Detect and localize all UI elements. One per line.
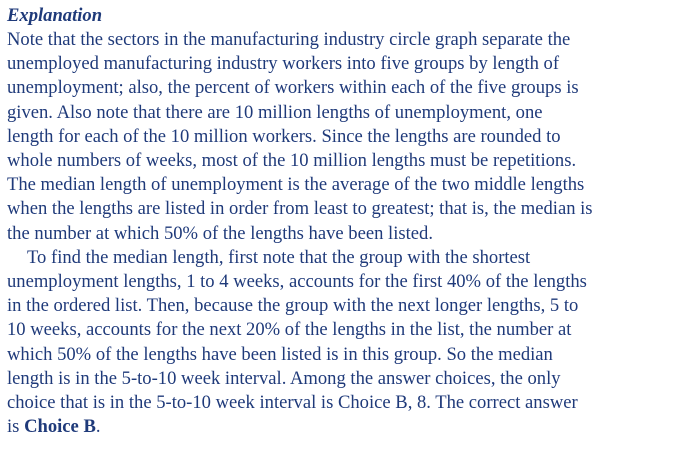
paragraph-1-line: whole numbers of weeks, most of the 10 million lengths must be repetitions.	[7, 150, 577, 172]
paragraph-1-line: unemployed manufacturing industry workers into five groups by length of	[7, 53, 560, 75]
paragraph-2-line: which 50% of the lengths have been listed is in this group. So the median	[7, 343, 553, 365]
paragraph-2-line: length is in the 5-to-10 week interval. Among the answer choices, the only	[7, 367, 561, 389]
paragraph-1-line: unemployment; also, the percent of workers within each of the five groups is	[7, 77, 579, 99]
paragraph-1-line: the number at which 50% of the lengths have been listed.	[7, 222, 433, 244]
paragraph-1-line: length for each of the 10 million workers. Since the lengths are rounded to	[7, 125, 561, 147]
paragraph-2-line: in the ordered list. Then, because the group with the next longer lengths, 5 to	[7, 295, 579, 317]
paragraph-2-line: choice that is in the 5-to-10 week interval is Choice B, 8. The correct answer	[7, 392, 578, 414]
explanation-heading: Explanation	[7, 5, 103, 26]
paragraph-2-line: unemployment lengths, 1 to 4 weeks, accounts for the first 40% of the lengths	[7, 271, 587, 293]
paragraph-1	[7, 28, 686, 246]
final-answer-line	[7, 415, 686, 439]
paragraph-1-line: given. Also note that there are 10 million lengths of unemployment, one	[7, 101, 543, 123]
paragraph-1-line: The median length of unemployment is the average of the two middle lengths	[7, 174, 585, 196]
paragraph-1-line: Note that the sectors in the manufacturing industry circle graph separate the	[7, 29, 571, 50]
final-answer-suffix: .	[95, 416, 101, 438]
paragraph-2	[7, 246, 686, 440]
paragraph-2-line: 10 weeks, accounts for the next 20% of the lengths in the list, the number at	[7, 319, 572, 341]
final-answer-prefix: is	[7, 416, 25, 438]
correct-answer: Choice B	[24, 416, 96, 438]
paragraph-2-line: To find the median length, first note that the group with the shortest	[27, 246, 531, 268]
paragraph-1-line: when the lengths are listed in order from least to greatest; that is, the median is	[7, 198, 593, 220]
